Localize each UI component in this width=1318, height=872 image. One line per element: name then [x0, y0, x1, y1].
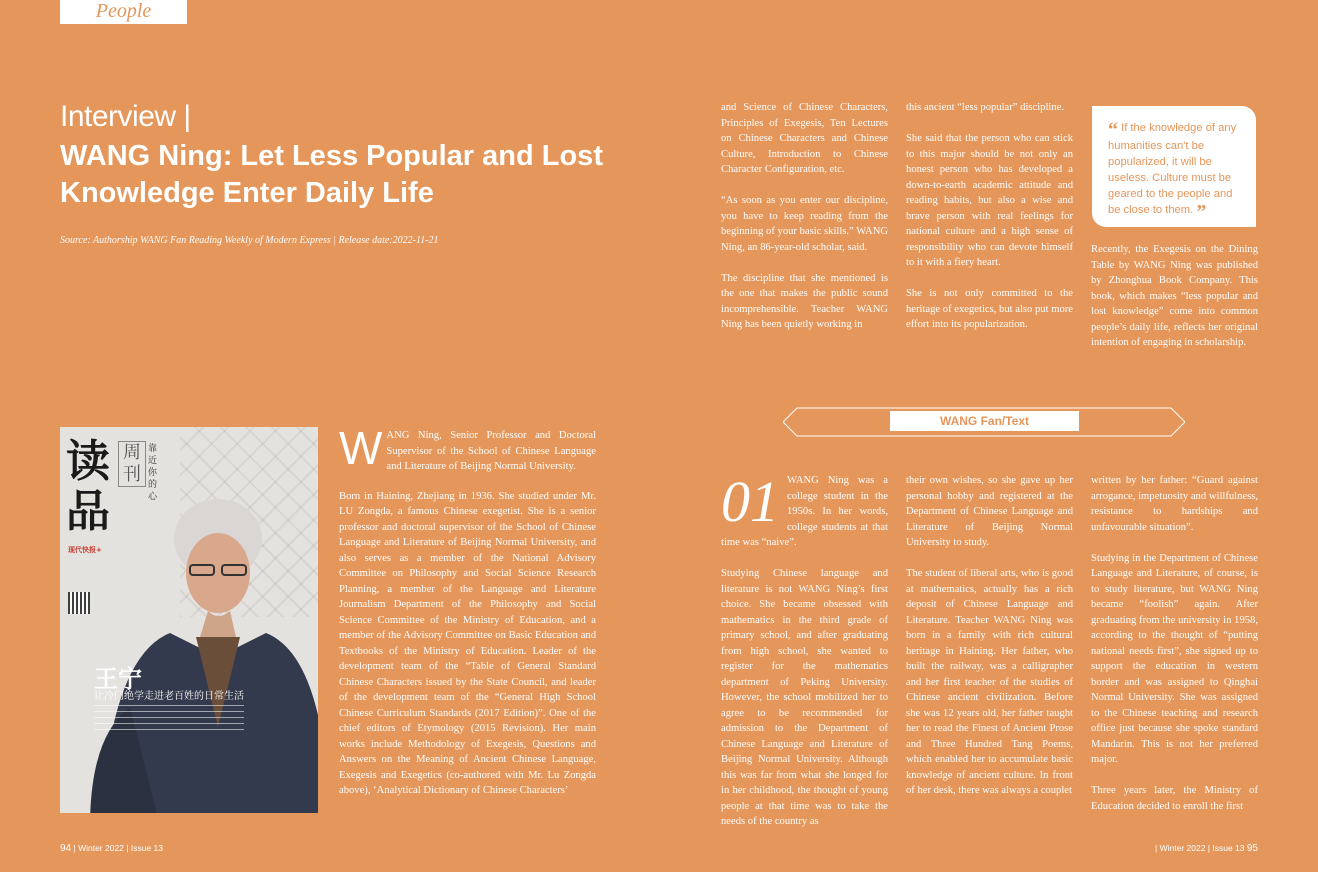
biography-paragraph: Born in Haining, Zhejiang in 1936. She studied under Mr. LU Zongda, a famous Chinese exegetist. She is a senior professor and doctoral supervisor of the School of Chinese Language and Literature of Beijing Normal University, and also serves as a member of the National Advisory Committee on Philosophy and Social Science Research Planning, a member of the Language and Literature Journalism Department of the Philosophy and Social Science Committee of the Ministry of Education, and a member of the Advisory Committee on Basic Education and Textbooks of the Ministry of Education. Leader of the development team of the “Table of General Standard Chinese Characters issued by the State Council, and leader of the development team of the “General High School Chinese Curriculum Standards (2017 Edition)”. One of the chief editors of Etymology (2015 Revision). Her main works include Methodology of Exegesis, Questions and Answers on the Meaning of Ancient Chinese Language, Exegesis and Exegetics (co-authored with Mr. Lu Zongda above), ‘Analytical Dictionary of Chinese Characters’	[339, 490, 596, 796]
cover-weekly-label: 周刊	[118, 441, 146, 487]
section01-column-2	[906, 473, 1073, 814]
paragraph: WANG Ning was a college student in the 1950s. In her words, college students at that time was “naive”.	[721, 475, 888, 548]
cover-small-text-lines	[94, 705, 244, 735]
footer-right-text: | Winter 2022 | Issue 13	[1155, 843, 1245, 853]
pull-quote-text: If the knowledge of any humanities can't be popularized, it will be useless. Culture must be geared to the people and be close to them.	[1108, 122, 1237, 216]
paragraph: Recently, the Exegesis on the Dining Table by WANG Ning was published by Zhonghua Book Company. This book, which makes “less popular and lost knowledge” come into common people’s daily life, reflects her original intention of engaging in scholarship.	[1091, 244, 1258, 348]
cover-name: 王宁	[94, 665, 142, 693]
pull-quote	[1092, 106, 1256, 227]
biography-column	[339, 422, 596, 814]
section01-column-1	[721, 469, 888, 845]
author-banner: WANG Fan/Text	[890, 411, 1079, 431]
paragraph: “As soon as you enter our discipline, you have to keep reading from the beginning of your basic skills.” WANG Ning, an 86-year-old scholar, said.	[721, 195, 888, 253]
title-prefix: Interview |	[60, 100, 191, 133]
paragraph: Studying Chinese language and literature is not WANG Ning’s first choice. She became obsessed with mathematics in the third grade of primary school, and after graduating from high school, she wanted to register for the mathematics department of Peking University. However, the school mobilized her to agree to be recommended for admission to the Department of Chinese Language and Literature of Beijing Normal University. Although this was far from what she longed for in her childhood, the thought of young people at that time was to take the needs of the country as	[721, 568, 888, 827]
article-title: WANG Ning: Let Less Popular and Lost Knowledge Enter Daily Life	[60, 140, 603, 209]
magazine-cover-image	[60, 427, 318, 813]
paragraph: The discipline that she mentioned is the one that makes the public sound incomprehensible. Teacher WANG Ning has been quietly working in	[721, 272, 888, 330]
cover-brand: 现代快报+	[68, 546, 102, 554]
source-line: Source: Authorship WANG Fan Reading Weekly of Modern Express | Release date:2022-11-21	[60, 235, 439, 246]
section01-column-3	[1091, 473, 1258, 830]
paragraph: Three years later, the Ministry of Education decided to enroll the first	[1091, 785, 1258, 812]
page-number-left: 94	[60, 843, 72, 854]
section-number: 01	[721, 469, 779, 534]
footer-right	[1155, 843, 1258, 854]
intro-text: ANG Ning, Senior Professor and Doctoral Supervisor of the School of Chinese Language and Literature of Beijing Normal University.	[386, 430, 596, 472]
drop-cap: W	[339, 422, 383, 474]
top-column-3	[1091, 242, 1258, 366]
paragraph: and Science of Chinese Characters, Principles of Exegesis, Ten Lectures on Chinese Characters and Chinese Culture, Introduction to Chinese Character Configuration, etc.	[721, 102, 888, 175]
footer-left	[60, 843, 163, 854]
qr-code-icon	[68, 592, 90, 614]
paragraph: She is not only committed to the heritage of exegetics, but also put more effort into its popularization.	[906, 288, 1073, 330]
page-number-right: 95	[1246, 843, 1258, 854]
cover-slogan: 让冷门绝学走进老百姓的日常生活	[94, 691, 244, 702]
portrait-illustration	[90, 487, 318, 813]
paragraph: The student of liberal arts, who is good at mathematics, actually has a rich deposit of Chinese Language and Literature. Teacher WANG Ning was born in a family with rich cultural heritage in Haining. Her father, who built the railway, was a calligrapher and her first teacher of the studies of Chinese ancient civilization. Before she was 12 years old, her father taught her to read the Finest of Ancient Prose and Three Hundred Tang Poems, which enabled her to accumulate basic knowledge of ancient culture. In front of her desk, there was always a couplet	[906, 568, 1073, 796]
open-quote-icon: “	[1108, 119, 1118, 141]
cover-title: 读品	[66, 436, 110, 537]
close-quote-icon: ”	[1196, 201, 1207, 223]
cover-vertical-subtitle: 靠近你的心	[148, 444, 158, 502]
top-column-2	[906, 100, 1073, 348]
paragraph: written by her father: “Guard against arrogance, impetuosity and willfulness, resistance to hardships and unfavourable situation”.	[1091, 475, 1258, 533]
paragraph: She said that the person who can stick to this major should be not only an honest person who has developed a down-to-earth academic attitude and reading habits, but also a wise and brave person with real feelings for national culture and a high sense of responsibility who can devote himself to it with a fiery heart.	[906, 133, 1073, 268]
top-column-1	[721, 100, 888, 348]
paragraph: their own wishes, so she gave up her personal hobby and registered at the Department of Chinese Language and Literature of Beijing Normal University to study.	[906, 475, 1073, 548]
paragraph: this ancient “less popular” discipline.	[906, 102, 1064, 113]
footer-left-text: | Winter 2022 | Issue 13	[73, 843, 163, 853]
paragraph: Studying in the Department of Chinese Language and Literature, of course, is to study literature, but WANG Ning became “foolish” again. After graduating from the university in 1958, according to the thought of “putting national needs first”, she signed up to support the education in western border and was assigned to Qinghai Normal University. She was assigned to the Chinese teaching and research office just because she spoke standard Mandarin. This is not her preferred major.	[1091, 552, 1258, 765]
section-tag: People	[60, 0, 187, 24]
